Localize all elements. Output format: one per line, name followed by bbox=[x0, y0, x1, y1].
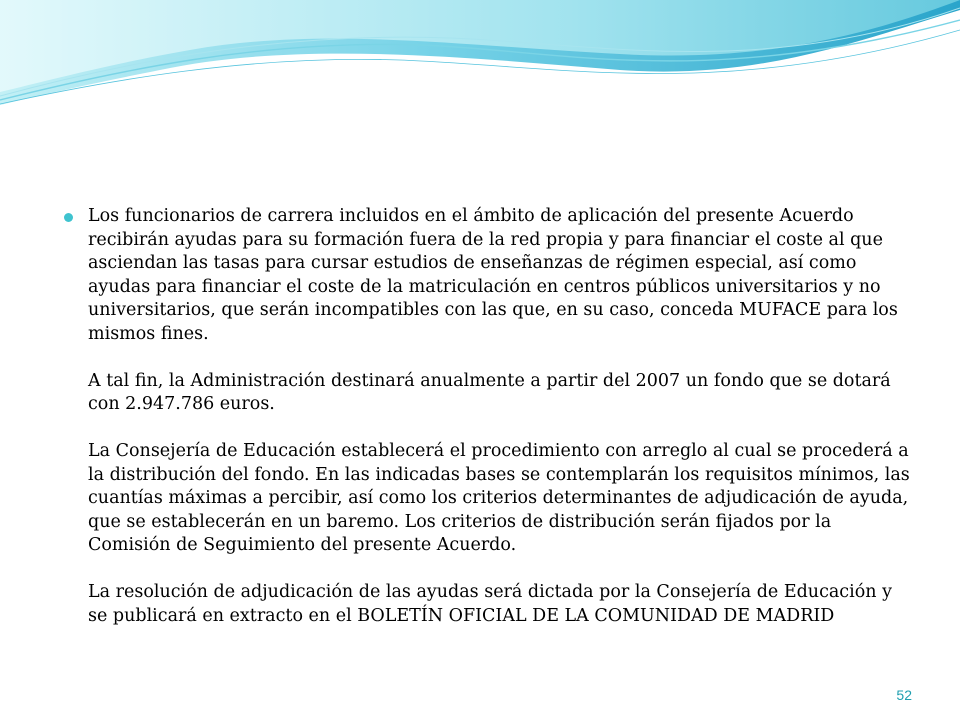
paragraph-resolucion: La resolución de adjudicación de las ayudas será dictada por la Consejería de Educación y se publicará en extracto en el BOLETÍN OFICIAL DE LA COMUNIDAD DE MADRID bbox=[88, 582, 892, 626]
paragraph-gap bbox=[88, 346, 914, 370]
bullet-content bbox=[64, 205, 914, 628]
paragraph-gap bbox=[88, 558, 914, 582]
paragraph-fondo: A tal fin, la Administración destinará anualmente a partir del 2007 un fondo que se dotará con 2.947.786 euros. bbox=[88, 370, 891, 414]
bullet-dot-icon bbox=[64, 213, 73, 222]
paragraph-gap bbox=[88, 417, 914, 441]
bullet-text-block bbox=[88, 205, 914, 628]
header-wave-decoration bbox=[0, 0, 960, 130]
paragraph-procedimiento: La Consejería de Educación establecerá el procedimiento con arreglo al cual se procederá a la distribución del fondo. En las indicadas bases se contemplarán los requisitos mínimos, las cuantías máximas a percibir, así como los criterios determinantes de adjudicación de ayuda, que se establecerán en un baremo. Los criterios de distribución serán fijados por la Comisión de Seguimiento del presente Acuerdo. bbox=[88, 441, 910, 555]
paragraph-funcionarios: Los funcionarios de carrera incluidos en el ámbito de aplicación del presente Acuerdo recibirán ayudas para su formación fuera de la red propia y para financiar el coste al que asciendan las tasas para cursar estudios de enseñanzas de régimen especial, así como ayudas para financiar el coste de la matriculación en centros públicos universitarios y no universitarios, que serán incompatibles con las que, en su caso, conceda MUFACE para los mismos fines. bbox=[88, 206, 898, 344]
page-number: 52 bbox=[896, 687, 912, 703]
